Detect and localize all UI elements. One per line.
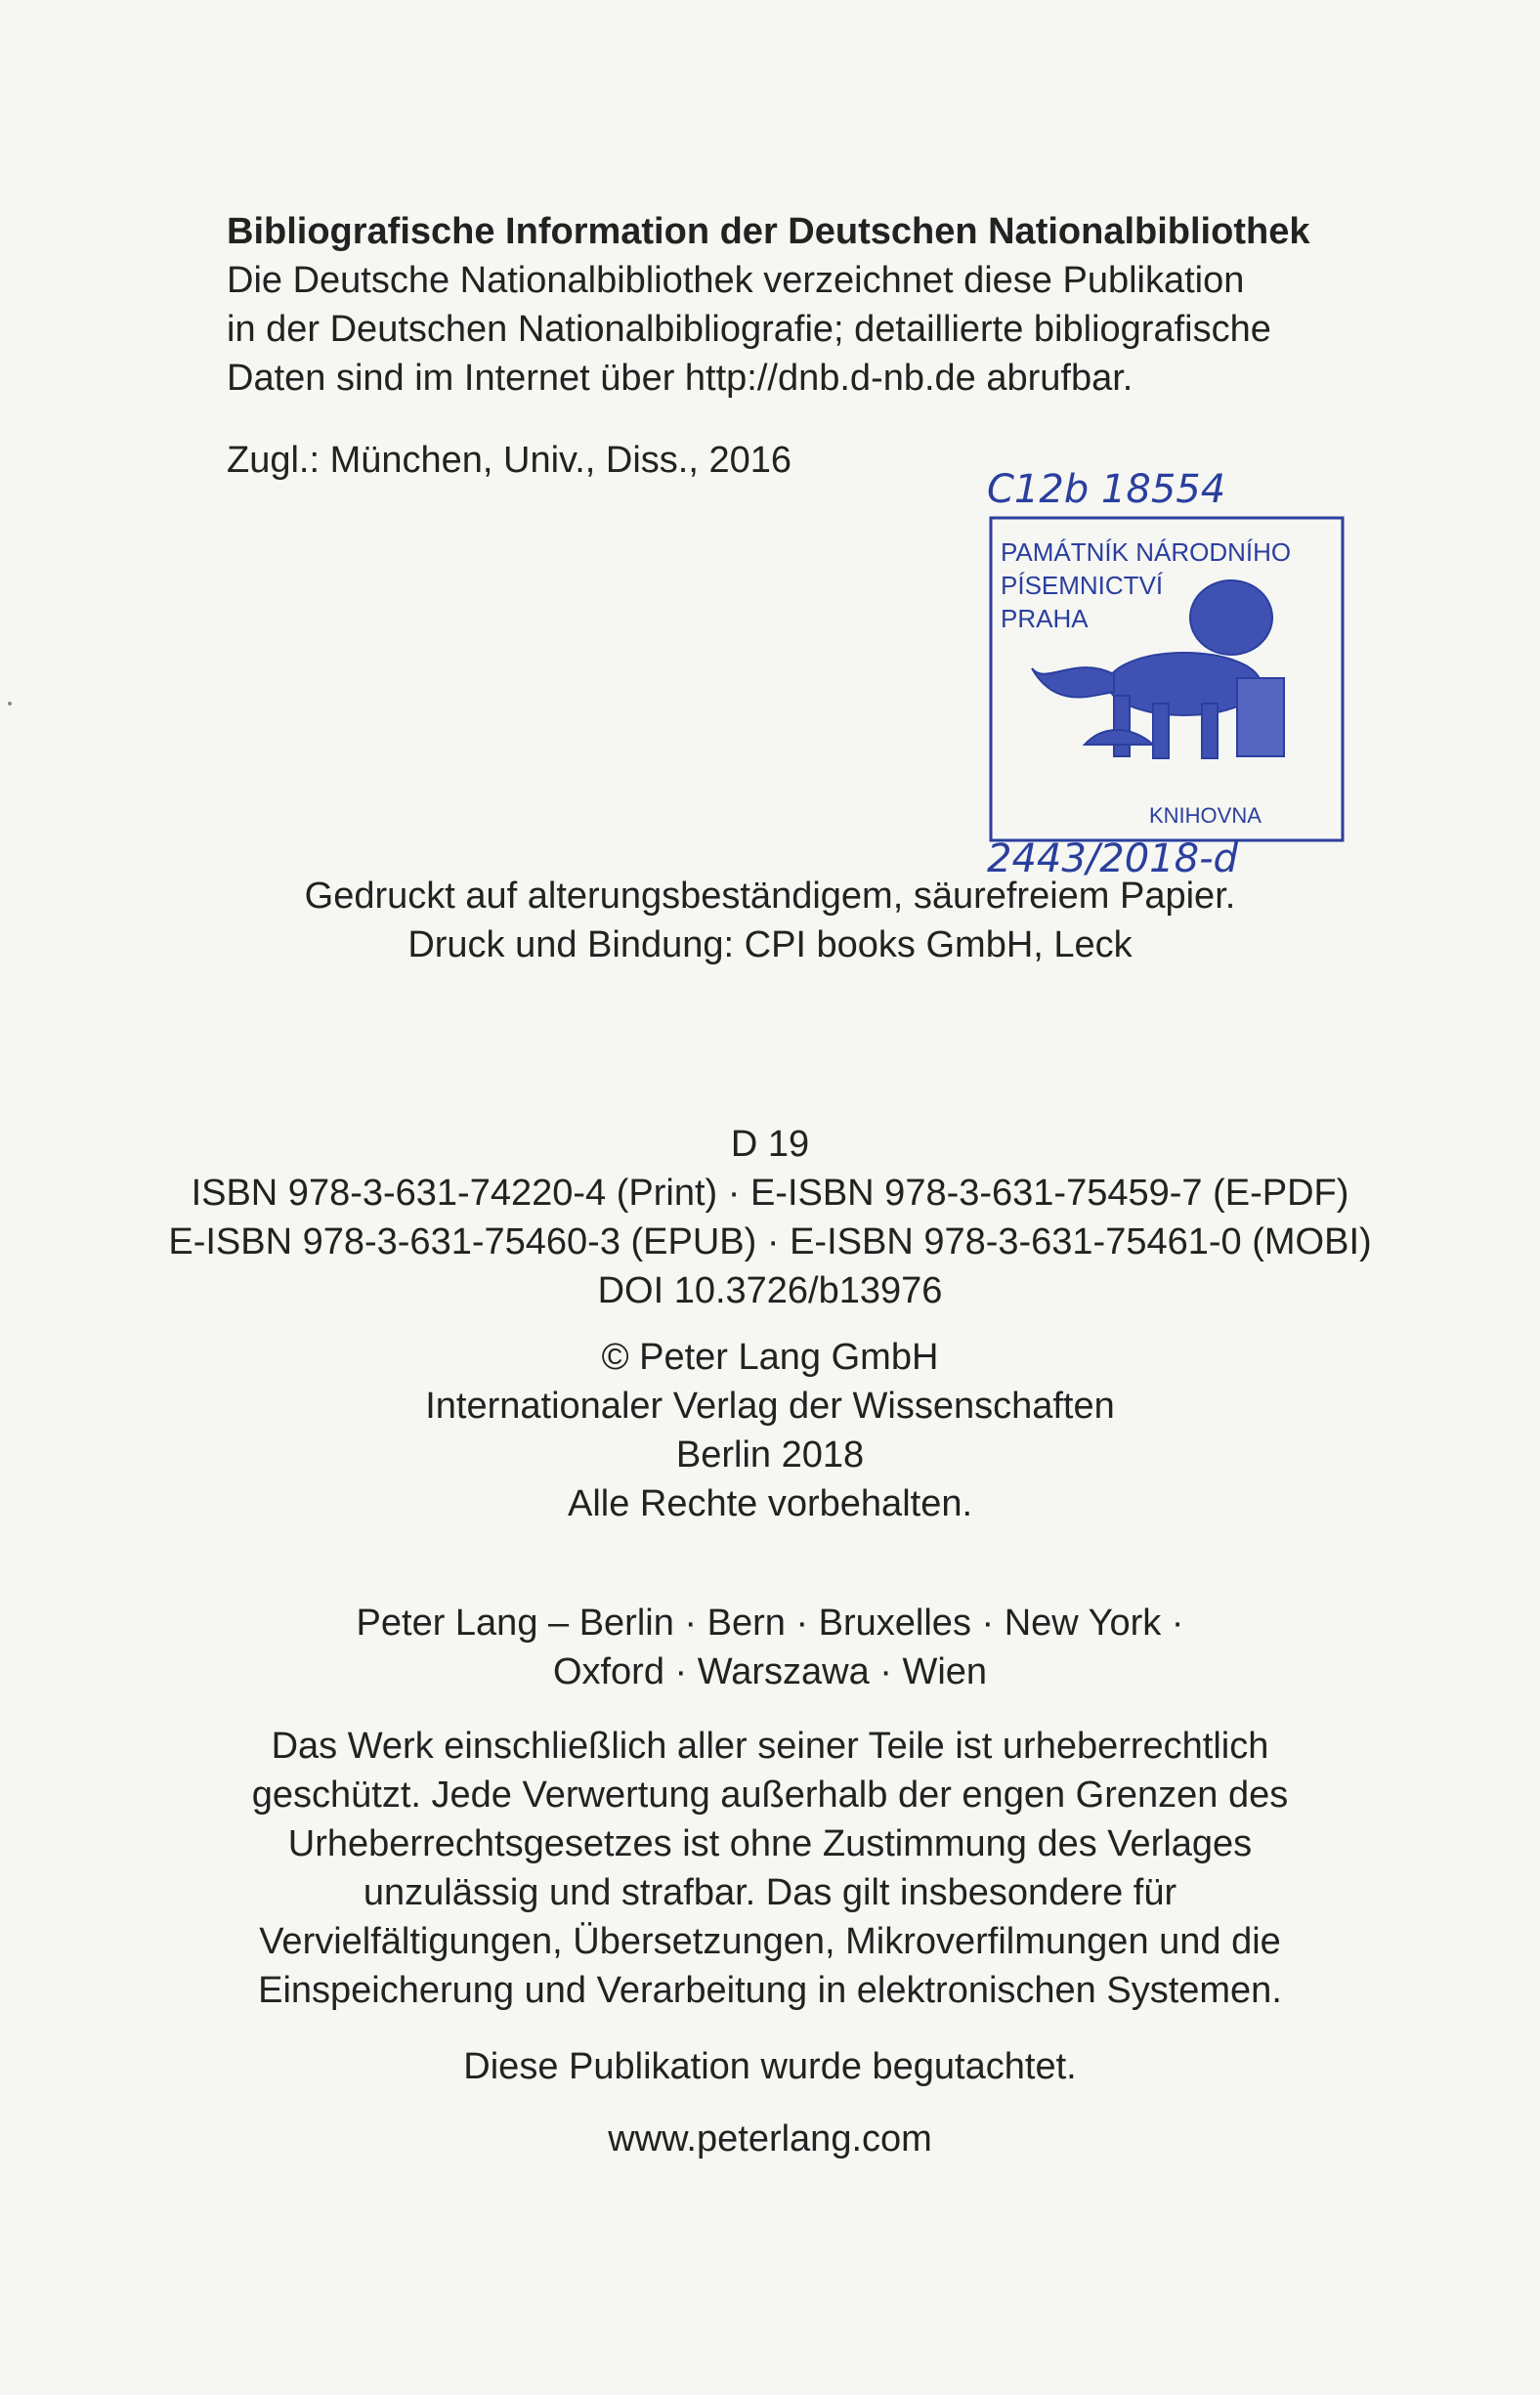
printing-info (0, 872, 1540, 969)
publication-place-year: Berlin 2018 (675, 1434, 865, 1475)
isbn-line: ISBN 978-3-631-74220-4 (Print) · E-ISBN 978-3-631-75459-7 (E-PDF) (191, 1173, 1349, 1214)
copyright-notice (0, 1722, 1540, 2015)
bibliographic-line: Die Deutsche Nationalbibliothek verzeichnet diese Publikation (227, 260, 1245, 301)
publisher-name: Internationaler Verlag der Wissenschaften (425, 1386, 1115, 1427)
identifiers (0, 1120, 1540, 1315)
peer-review-note (0, 2042, 1540, 2091)
notice-line: geschützt. Jede Verwertung außerhalb der engen Grenzen des (251, 1775, 1289, 1816)
stamp-line3: PRAHA (1001, 604, 1089, 633)
publisher-info (0, 1333, 1540, 1528)
notice-line: unzulässig und strafbar. Das gilt insbesondere für (363, 1872, 1177, 1913)
dissertation-note: Zugl.: München, Univ., Diss., 2016 (227, 440, 791, 481)
locations-line: Peter Lang – Berlin · Bern · Bruxelles · New York · (356, 1603, 1184, 1644)
paper-note: Gedruckt auf alterungsbeständigem, säurefreiem Papier. (304, 876, 1236, 917)
printer-note: Druck und Bindung: CPI books GmbH, Leck (407, 924, 1133, 965)
dissertation-number: D 19 (730, 1124, 810, 1165)
stamp-line1: PAMÁTNÍK NÁRODNÍHO (1001, 537, 1292, 567)
locations-line: Oxford · Warszawa · Wien (552, 1651, 988, 1692)
library-stamp (967, 451, 1358, 881)
notice-line: Urheberrechtsgesetzes ist ohne Zustimmung des Verlages (287, 1823, 1253, 1864)
notice-line: Vervielfältigungen, Übersetzungen, Mikroverfilmungen und die (259, 1921, 1281, 1962)
isbn-line: E-ISBN 978-3-631-75460-3 (EPUB) · E-ISBN 978-3-631-75461-0 (MOBI) (168, 1221, 1372, 1262)
stamp-bottom-label: KNIHOVNA (1149, 803, 1262, 828)
stamp-handwritten-shelfmark: C12b 18554 (987, 467, 1226, 512)
doi: DOI 10.3726/b13976 (597, 1270, 943, 1311)
stamp-handwritten-accession: 2443/2018-d (987, 836, 1238, 881)
peer-review-text: Diese Publikation wurde begutachtet. (463, 2046, 1077, 2087)
bibliographic-information (227, 207, 1429, 403)
website-url: www.peterlang.com (608, 2118, 932, 2160)
publisher-locations (0, 1599, 1540, 1696)
bibliographic-line: Daten sind im Internet über http://dnb.d-nb.de abrufbar. (227, 358, 1134, 399)
notice-line: Das Werk einschließlich aller seiner Teile ist urheberrechtlich (271, 1726, 1269, 1767)
bibliographic-line: in der Deutschen Nationalbibliografie; detaillierte bibliografische (227, 309, 1271, 350)
notice-line: Einspeicherung und Verarbeitung in elektronischen Systemen. (258, 1970, 1282, 2011)
bibliographic-heading: Bibliografische Information der Deutschen Nationalbibliothek (227, 211, 1310, 252)
rights-reserved: Alle Rechte vorbehalten. (567, 1483, 973, 1524)
publisher-website (0, 2115, 1540, 2163)
scan-speck (8, 702, 12, 706)
stamp-line2: PÍSEMNICTVÍ (1001, 571, 1164, 600)
copyright-holder: © Peter Lang GmbH (601, 1337, 939, 1378)
